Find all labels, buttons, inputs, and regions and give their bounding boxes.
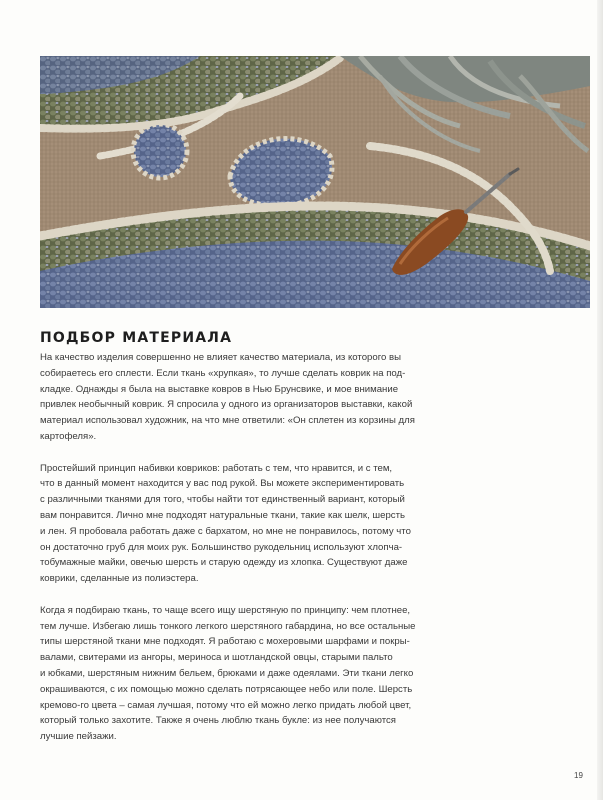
- text-line: окрашиваются, с их помощью можно сделать потрясающее небо или поле. Шерсть: [40, 683, 413, 695]
- page-number: 19: [574, 771, 583, 780]
- text-line: картофеля».: [40, 430, 97, 442]
- paragraph-3: [40, 603, 445, 745]
- text-line: кладке. Однажды я была на выставке ковров в Нью Брунсвике, и мое внимание: [40, 383, 399, 395]
- text-line: и лен. Я пробовала работать даже с бархатом, но мне не понравилось, потому что: [40, 525, 411, 537]
- text-line: он достаточно груб для моих рук. Большинство рукодельниц используют хлопча-: [40, 541, 403, 553]
- text-line: валами, свитерами из ангоры, мериноса и шотландской овцы, старыми пальто: [40, 652, 393, 664]
- paragraph-1: [40, 350, 445, 445]
- text-line: и юбками, шерстяным нижним бельем, брюками и даже одеялами. Эти ткани легко: [40, 667, 414, 679]
- text-line: типы шерстяной ткани мне подходят. Я работаю с мохеровыми шарфами и покры-: [40, 636, 410, 648]
- text-line: что в данный момент находится у вас под рукой. Вы можете экспериментировать: [40, 478, 405, 490]
- text-line: собираетесь его сплести. Если ткань «хрупкая», то лучше сделать коврик на под-: [40, 367, 406, 379]
- page-edge: [597, 0, 603, 800]
- text-line: с различными тканями для того, чтобы найти тот единственный вариант, который: [40, 494, 405, 506]
- text-line: Когда я подбираю ткань, то чаще всего ищу шерстяную по принципу: чем плотнее,: [40, 604, 411, 616]
- section-title: ПОДБОР МАТЕРИАЛА: [40, 330, 233, 346]
- text-line: Простейший принцип набивки ковриков: работать с тем, что нравится, и с тем,: [40, 462, 393, 474]
- text-line: На качество изделия совершенно не влияет качество материала, из которого вы: [40, 352, 402, 363]
- paragraph-2: [40, 461, 445, 587]
- text-line: вам понравится. Лично мне подходят натуральные ткани, такие как шелк, шерсть: [40, 509, 405, 521]
- text-line: тем лучше. Избегаю лишь тонкого легкого шерстяного габардина, но все остальные: [40, 620, 416, 632]
- text-line: материал использовал художник, на что мне ответили: «Он сплетен из корзины для: [40, 415, 415, 427]
- rug-hooking-photo: [40, 56, 590, 308]
- text-line: лучшие пейзажи.: [40, 731, 117, 743]
- text-line: коврики, сделанные из полиэстера.: [40, 573, 199, 585]
- text-line: тобумажные майки, овечью шерсть и старую одежду из хлопка. Существуют даже: [40, 557, 408, 569]
- text-line: кремово-го цвета – самая лучшая, потому что ей можно легко придать любой цвет,: [40, 699, 412, 711]
- photo-illustration: [40, 56, 590, 308]
- body-text: [40, 350, 445, 761]
- text-line: который только захотите. Также я очень люблю ткань букле: из нее получаются: [40, 715, 396, 727]
- text-line: привлек необычный коврик. Я спросила у одного из организаторов выставки, какой: [40, 399, 413, 411]
